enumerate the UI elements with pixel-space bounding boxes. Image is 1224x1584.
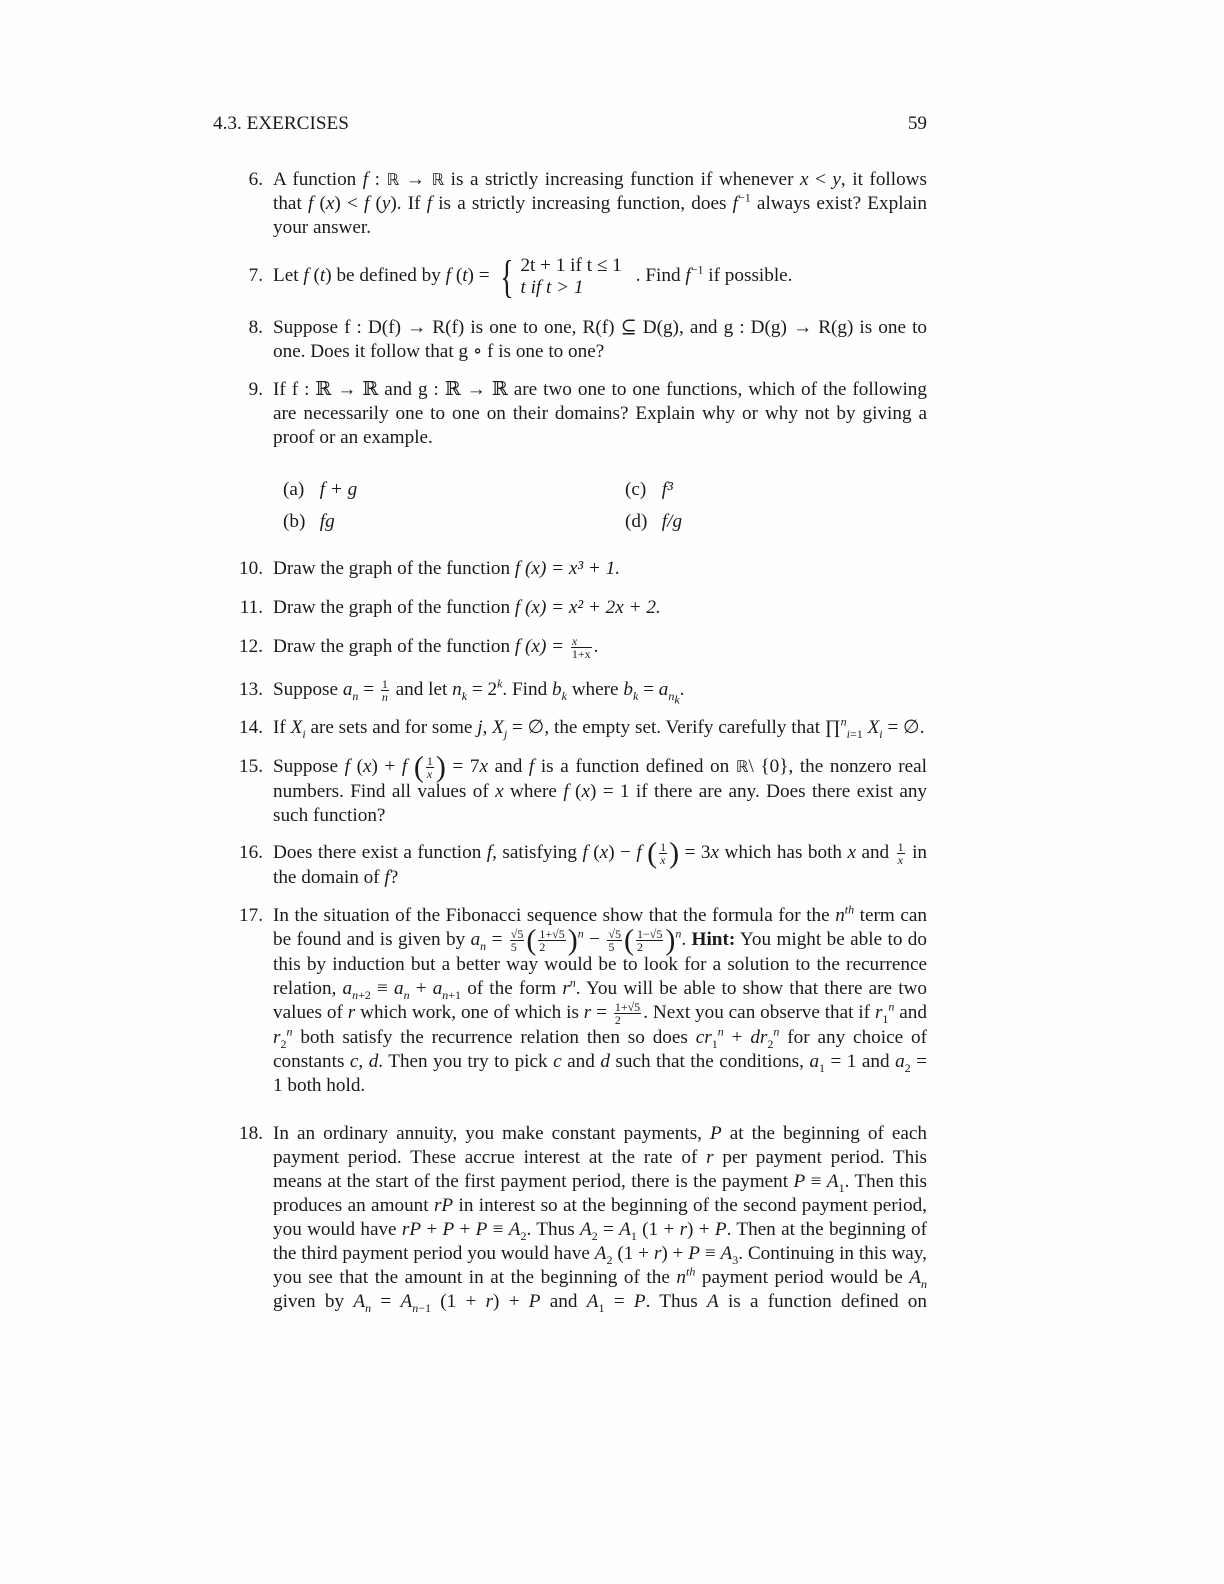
page-number: 59 xyxy=(907,113,927,134)
exercise-13 xyxy=(228,676,927,707)
exercise-number: 11. xyxy=(239,597,263,618)
exercise-9 xyxy=(228,378,927,534)
exercise-text: A function f : ℝ → ℝ is a strictly increasing function if whenever x < y, it follows that f (x) < f (y). If f is a strictly increasing function, does $f^{-1}$ always exist? Explain your answer. xyxy=(273,169,927,238)
exercise-number: 17. xyxy=(239,905,263,926)
exercise-16 xyxy=(228,836,927,890)
exercise-text: Draw the graph of the function f (x) = x² + 2x + 2. xyxy=(273,597,661,618)
exercise-text: Does there exist a function f, satisfying f (x) − f ( $\frac{1}{x}$ ) = 3x which has both x and $\frac{1}{x}$ in the domain of f? xyxy=(273,836,927,889)
exercise-text: Suppose f (x) + f ( $\frac{1}{x}$ ) = 7x and f is a function defined on ℝ\ {0}, the nonzero real numbers. Find all values of x where f (x) = 1 if there are any. Does there exist any such function? xyxy=(273,750,928,827)
sub-question-d: (d) f/g xyxy=(625,511,683,532)
exercise-text: Draw the graph of the function f (x) = $\frac{x}{1+x}$ . xyxy=(273,634,599,662)
exercise-text: In the situation of the Fibonacci sequence show that the formula for the $n^{th}$ term can be found and is given by $a_n$ = $\frac{√5}{5}$ ( $\frac{1+√5}{2}$ )$^n$ − $\frac{√5}{5}$ ( $\frac{1-√5}{2}$ )$^n$. Hint: You might be able to do this by induction but a better way would be to look for a solution to the recurrence relation, $a_{n+2} \equiv a_n + a_{n+1}$ of the form $r^n$. You will be able to show that there are two values of r which work, one of which is r = $\frac{1+√5}{2}$ . Next you can observe that if $r_1^n$ and $r_2^n$ both satisfy the recurrence relation then so does $cr_1^n + dr_2^n$ for any choice of constants c, d. Then you try to pick c and d such that the conditions, $a_1 = 1$ and $a_2 = 1$ both hold. xyxy=(273,902,927,1097)
exercise-11 xyxy=(228,596,927,620)
exercise-18 xyxy=(228,1122,927,1314)
exercise-number: 14. xyxy=(239,717,263,738)
exercise-number: 12. xyxy=(239,636,263,657)
exercise-number: 7. xyxy=(248,265,263,286)
exercise-7 xyxy=(228,251,927,301)
exercise-text: If $X_i$ are sets and for some j, $X_j$ = ∅, the empty set. Verify carefully that ∏$^n_{i=1}$ $X_i$ = ∅. xyxy=(273,714,925,741)
sub-question-a: (a) f + g xyxy=(283,479,358,500)
exercise-number: 10. xyxy=(239,558,263,579)
piecewise-definition: { 2t + 1 if t ≤ 1 t if t > 1 xyxy=(500,250,622,302)
sub-question-b: (b) fg xyxy=(283,511,335,532)
exercise-number: 15. xyxy=(239,756,263,777)
exercise-number: 13. xyxy=(239,679,263,700)
exercise-text: Let f (t) be defined by f (t) = { 2t + 1 if t ≤ 1 t if t > 1 . Find $f^{-1}$ if possible. xyxy=(273,250,793,302)
exercise-number: 16. xyxy=(239,842,263,863)
exercise-text: Suppose $a_n$ = $\frac{1}{n}$ and let $n_k = 2^k$. Find $b_k$ where $b_k = a_{n_k}$. xyxy=(273,676,685,707)
sub-question-c: (c) f³ xyxy=(625,479,673,500)
exercise-text: If f : ℝ → ℝ and g : ℝ → ℝ are two one to one functions, which of the following are necessarily one to one on their domains? Explain why or why not by giving a proof or an example. (a) f + g (c) f³ (b) fg (d) f/g xyxy=(273,379,927,532)
sub-question-list xyxy=(283,478,927,534)
fraction: $\frac{x}{1+x}$ xyxy=(571,634,591,662)
exercise-number: 8. xyxy=(248,317,263,338)
exercise-15 xyxy=(228,750,928,828)
exercise-6 xyxy=(228,168,927,240)
exercise-number: 18. xyxy=(239,1123,263,1144)
exercise-number: 6. xyxy=(248,169,263,190)
running-header xyxy=(213,112,927,136)
exercise-text: In an ordinary annuity, you make constant payments, P at the beginning of each payment period. These accrue interest at the rate of r per payment period. This means at the start of the first payment period, there is the payment $P \equiv A_1$. Then this produces an amount rP in interest so at the beginning of the second payment period, you would have rP + $P + P \equiv A_2$. Thus $A_2 = A_1$ (1 + r) + P. Then at the beginning of the third payment period you would have $A_2$ $(1 + r) + P \equiv A_3$. Continuing in this way, you see that the amount in at the beginning of the $n^{th}$ payment period would be $A_n$ given by $A_n = A_{n-1}$ (1 + r) + P and $A_1 = P$. Thus A is a function defined on xyxy=(273,1123,928,1315)
section-title: 4.3. EXERCISES xyxy=(213,113,349,134)
exercise-text: Suppose f : D(f) → R(f) is one to one, R(f) ⊆ D(g), and g : D(g) → R(g) is one to one. Does it follow that g ∘ f is one to one? xyxy=(273,317,927,362)
exercise-8 xyxy=(228,316,927,364)
exercise-17 xyxy=(228,904,927,1098)
exercise-number: 9. xyxy=(248,379,263,400)
exercise-text: Draw the graph of the function f (x) = x³ + 1. xyxy=(273,558,621,579)
exercise-12 xyxy=(228,635,927,660)
hint-label: Hint: xyxy=(691,929,736,950)
exercise-14 xyxy=(228,716,927,740)
exercise-10 xyxy=(228,557,927,581)
